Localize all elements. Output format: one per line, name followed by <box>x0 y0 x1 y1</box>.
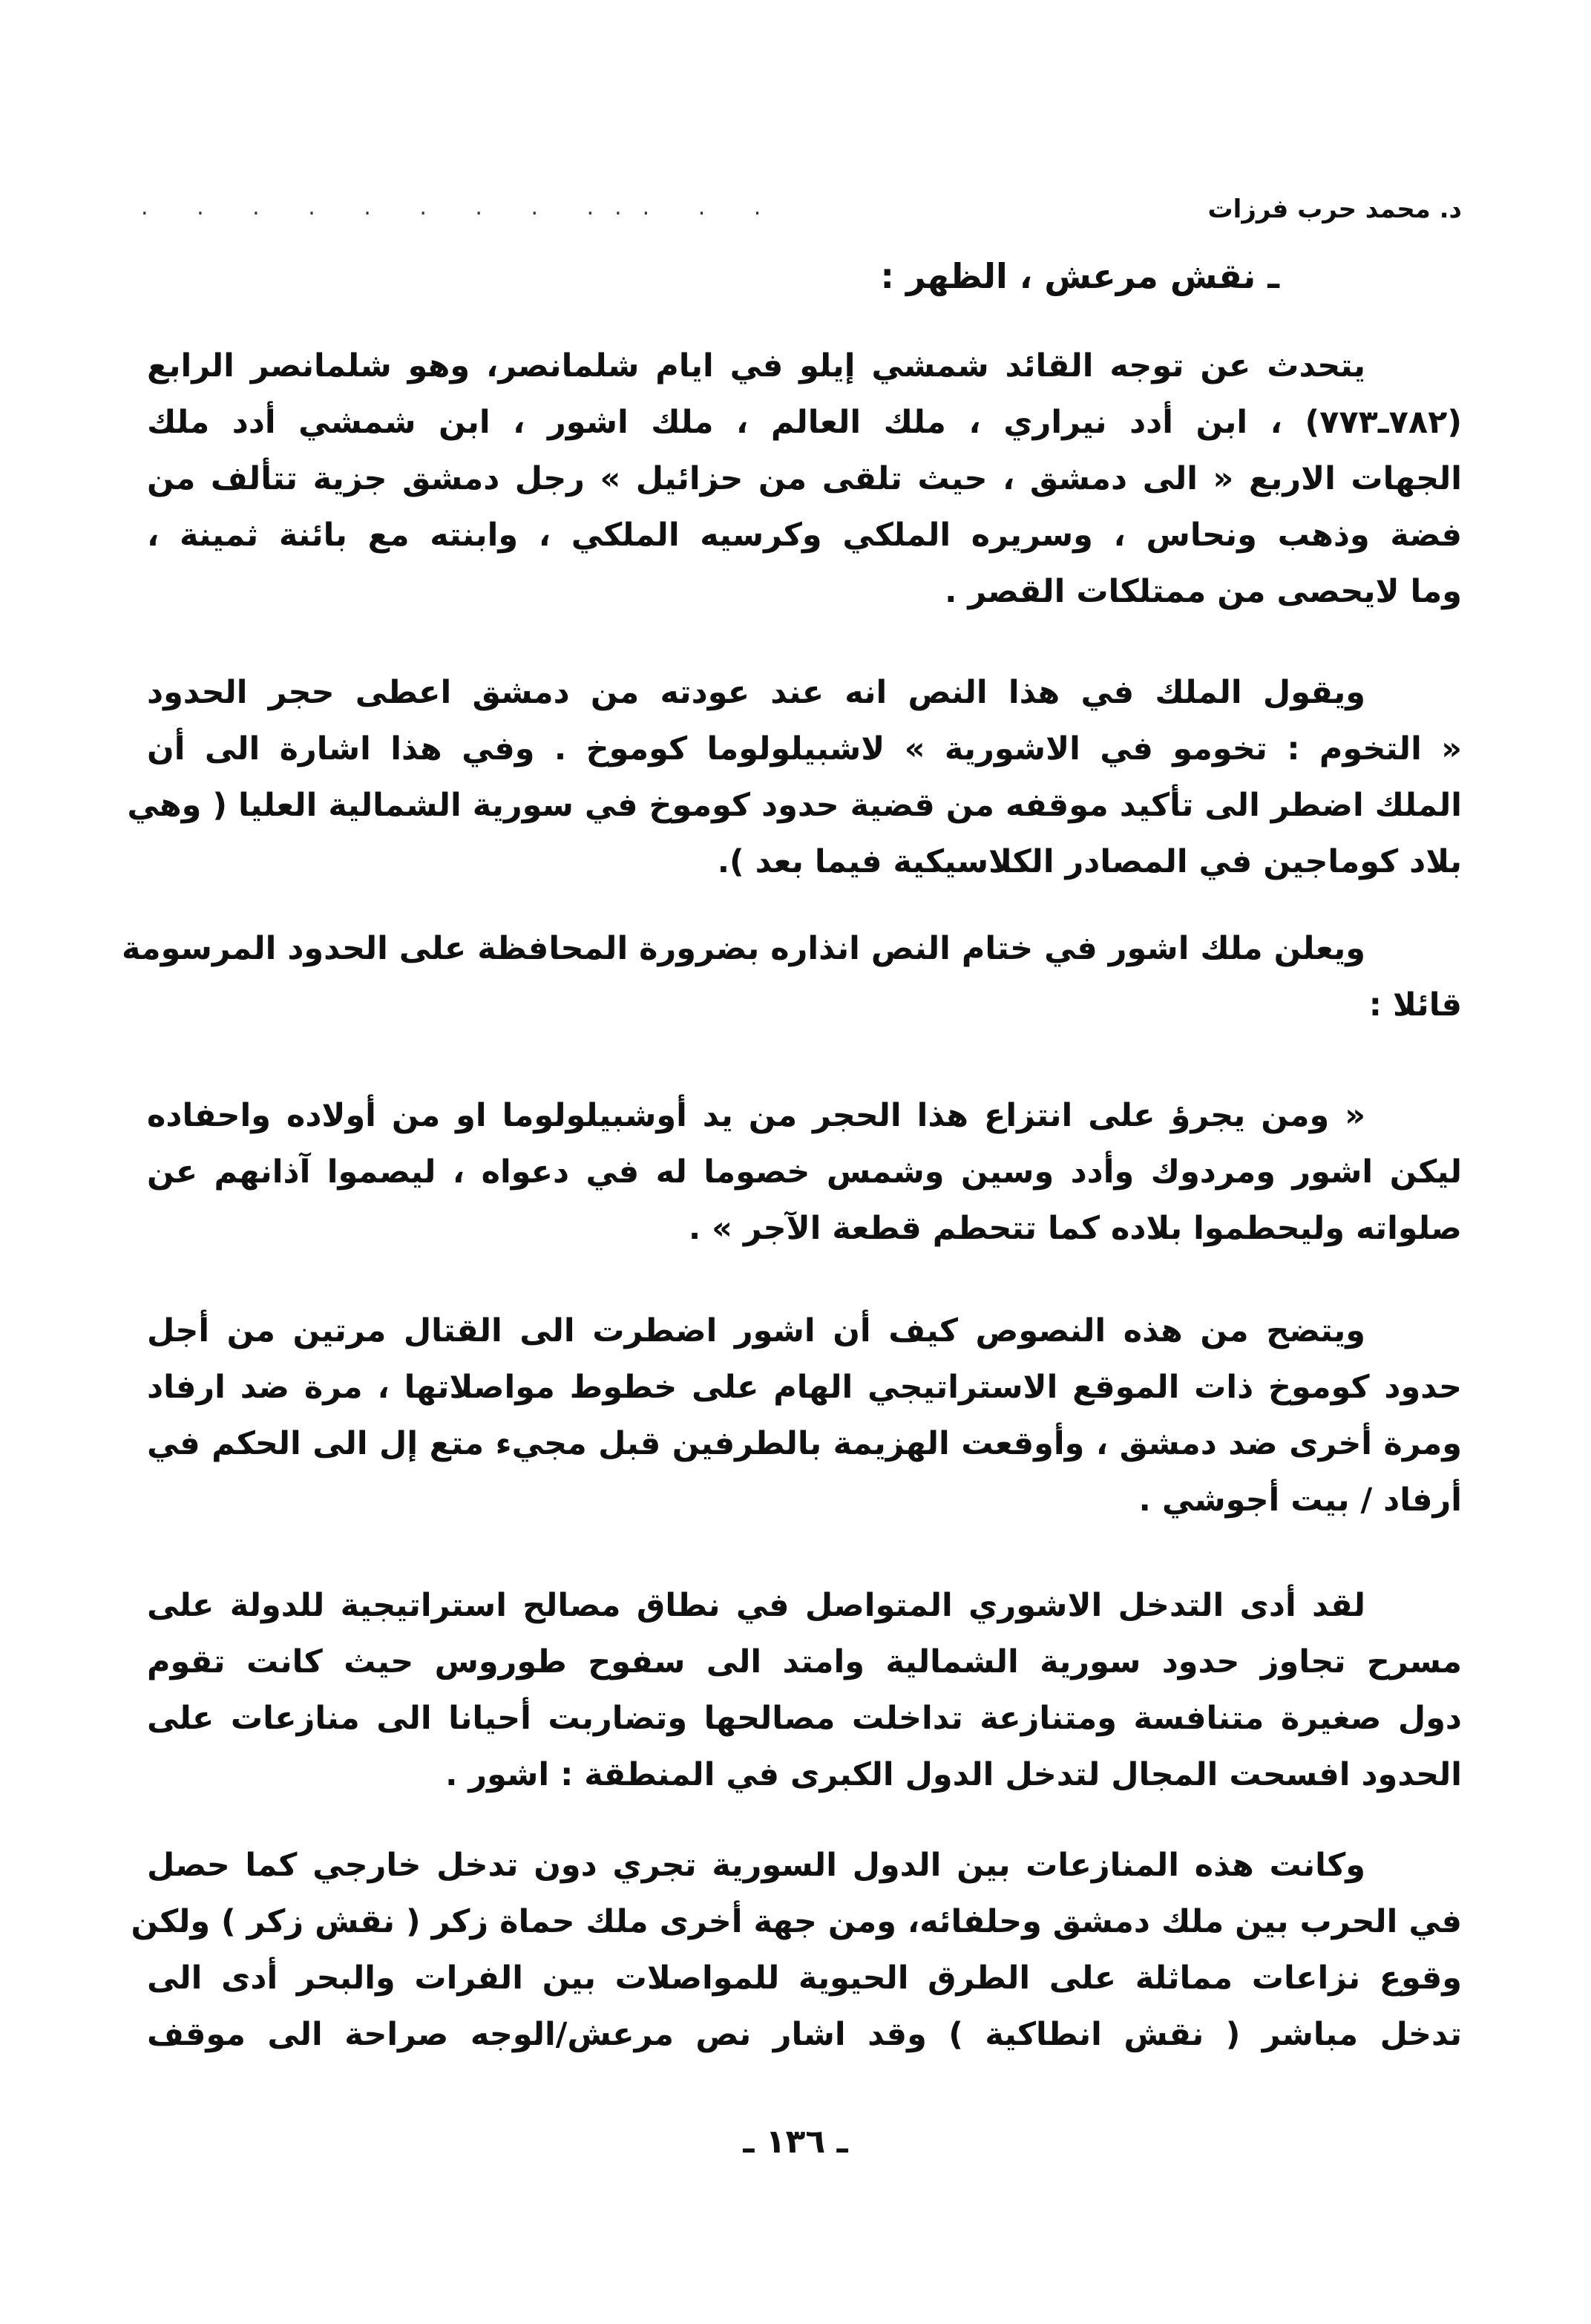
text-line: ويتضح من هذه النصوص كيف أن اشور اضطرت الى القتال مرتين من أجل <box>147 1312 1365 1349</box>
author-name: د. محمد حرب فرزات <box>1207 194 1462 224</box>
text-line: (٧٨٢ـ٧٧٣) ، ابن أدد نيراري ، ملك العالم ، ملك اشور ، ابن شمشي أدد ملك <box>147 404 1462 441</box>
text-line: مسرح تجاوز حدود سورية الشمالية وامتد الى سفوح طوروس حيث كانت تقوم <box>147 1643 1462 1680</box>
section-title: ـ نقش مرعش ، الظهر : <box>880 256 1279 296</box>
text-line: الجهات الاربع « الى دمشق ، حيث تلقى من حزائيل » رجل دمشق جزية تتألف من <box>147 460 1462 497</box>
text-line: دول صغيرة متنافسة ومتنازعة تداخلت مصالحها وتضاربت أحيانا الى منازعات على <box>147 1700 1462 1737</box>
text-line: حدود كوموخ ذات الموقع الاستراتيجي الهام على خطوط مواصلاتها ، مرة ضد ارفاد <box>147 1369 1462 1406</box>
paragraph <box>147 1303 1462 1528</box>
text-line: ويعلن ملك اشور في ختام النص انذاره بضرورة المحافظة على الحدود المرسومة <box>121 930 1365 967</box>
paragraph <box>127 664 1462 890</box>
text-line: الحدود افسحت المجال لتدخل الدول الكبرى في المنطقة : اشور . <box>445 1756 1462 1793</box>
text-line: وما لايحصى من ممتلكات القصر . <box>945 573 1462 610</box>
text-line: تدخل مباشر ( نقش انطاكية ) وقد اشار نص مرعش/الوجه صراحة الى موقف <box>147 2016 1462 2053</box>
text-line: لقد أدى التدخل الاشوري المتواصل في نطاق مصالح استراتيجية للدولة على <box>147 1587 1365 1624</box>
text-line: يتحدث عن توجه القائد شمشي إيلو في ايام شلمانصر، وهو شلمانصر الرابع <box>147 347 1365 384</box>
text-line: أرفاد / بيت أجوشي . <box>1138 1482 1462 1519</box>
text-line: بلاد كوماجين في المصادر الكلاسيكية فيما بعد ). <box>717 843 1462 880</box>
text-line: في الحرب بين ملك دمشق وحلفائه، ومن جهة أخرى ملك حماة زكر ( نقش زكر ) ولكن <box>131 1903 1462 1940</box>
paragraph <box>131 1837 1462 2063</box>
running-header <box>141 194 1462 232</box>
text-line: وكانت هذه المنازعات بين الدول السورية تجري دون تدخل خارجي كما حصل <box>147 1847 1365 1884</box>
paragraph <box>121 920 1462 1033</box>
text-line: « ومن يجرؤ على انتزاع هذا الحجر من يد أوشبيلولوما او من أولاده واحفاده <box>147 1097 1365 1134</box>
text-line: الملك اضطر الى تأكيد موقفه من قضية حدود كوموخ في سورية الشمالية العليا ( وهي <box>127 787 1462 824</box>
paragraph <box>147 1577 1462 1803</box>
text-line: فضة وذهب ونحاس ، وسريره الملكي وكرسيه الملكي ، وابنته مع بائنة ثمينة ، <box>147 517 1462 554</box>
text-line: صلواته وليحطموا بلاده كما تتحطم قطعة الآجر » . <box>688 1210 1462 1247</box>
text-line: قائلا : <box>1368 986 1462 1024</box>
paragraph <box>147 1087 1462 1257</box>
text-line: ليكن اشور ومردوك وأدد وسين وشمس خصوما له في دعواه ، ليصموا آذانهم عن <box>147 1153 1462 1191</box>
header-dots: . . . . . . . . ... . . <box>141 194 782 220</box>
text-line: وقوع نزاعات مماثلة على الطرق الحيوية للمواصلات بين الفرات والبحر أدى الى <box>147 1960 1462 1997</box>
page-number: ـ ١٣٦ ـ <box>743 2123 848 2161</box>
paragraph <box>147 338 1462 620</box>
text-line: ويقول الملك في هذا النص انه عند عودته من دمشق اعطى حجر الحدود <box>147 674 1365 711</box>
text-line: ومرة أخرى ضد دمشق ، وأوقعت الهزيمة بالطرفين قبل مجيء متع إل الى الحكم في <box>147 1425 1462 1462</box>
text-line: « التخوم : تخومو في الاشورية » لاشبيلولوما كوموخ . وفي هذا اشارة الى أن <box>147 730 1462 767</box>
